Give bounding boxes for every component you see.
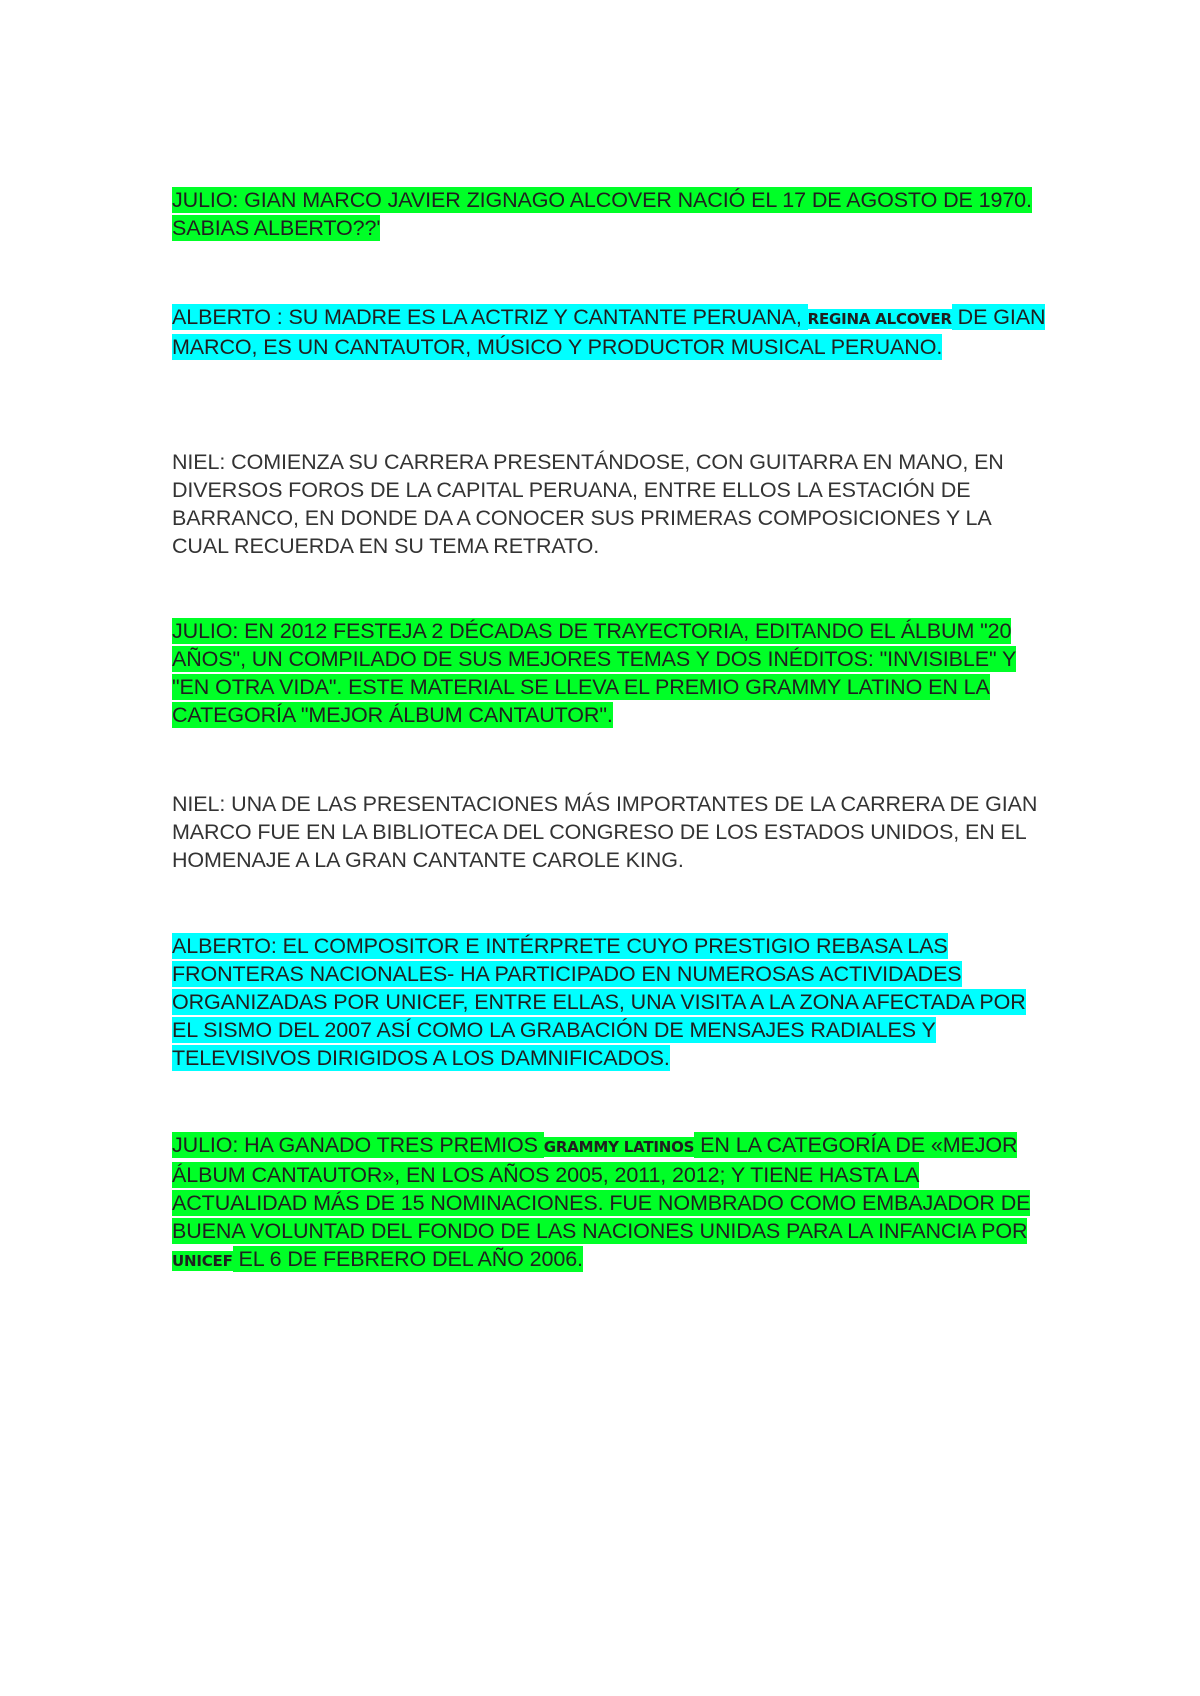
paragraph-text: NIEL: COMIENZA SU CARRERA PRESENTÁNDOSE, CON GUITARRA EN MANO, EN DIVERSOS FOROS DE LA CAPITAL PERUANA, ENTRE ELLOS LA ESTACIÓN DE BARRANCO, EN DONDE DA A CONOCER SUS PRIMERAS COMPOSICIONES Y LA CUAL RECUERDA EN SU TEMA RETRATO. xyxy=(172,450,1004,558)
inline-name-regina-alcover: REGINA ALCOVER xyxy=(807,310,952,328)
inline-name-unicef: UNICEF xyxy=(172,1252,233,1270)
paragraph-text-continued: EN LA CATEGORÍA DE «MEJOR ÁLBUM CANTAUTOR», EN LOS AÑOS 2005, 2011, 2012; Y TIENE HASTA LA ACTUALIDAD MÁS DE 15 NOMINACIONES. FUE NOMBRADO COMO EMBAJADOR DE BUENA VOLUNTAD DEL FONDO DE LAS NACIONES UNIDAS PARA LA INFANCIA POR xyxy=(172,1133,1031,1243)
paragraph-text: NIEL: UNA DE LAS PRESENTACIONES MÁS IMPORTANTES DE LA CARRERA DE GIAN MARCO FUE EN LA BIBLIOTECA DEL CONGRESO DE LOS ESTADOS UNIDOS, EN EL HOMENAJE A LA GRAN CANTANTE CAROLE KING. xyxy=(172,792,1038,872)
paragraph-text-continued: DE GIAN MARCO, ES UN CANTAUTOR, MÚSICO Y PRODUCTOR MUSICAL PERUANO. xyxy=(172,305,1046,359)
dialogue-paragraph-julio-3 xyxy=(172,1131,1050,1275)
dialogue-paragraph-alberto-2 xyxy=(172,932,1050,1072)
paragraph-text: ALBERTO: EL COMPOSITOR E INTÉRPRETE CUYO PRESTIGIO REBASA LAS FRONTERAS NACIONALES- HA PARTICIPADO EN NUMEROSAS ACTIVIDADES ORGANIZADAS POR UNICEF, ENTRE ELLAS, UNA VISITA A LA ZONA AFECTADA POR EL SISMO DEL 2007 ASÍ COMO LA GRABACIÓN DE MENSAJES RADIALES Y TELEVISIVOS DIRIGIDOS A LOS DAMNIFICADOS. xyxy=(172,934,1026,1070)
inline-name-grammy-latinos: GRAMMY LATINOS xyxy=(543,1138,695,1156)
dialogue-paragraph-julio-2 xyxy=(172,617,1050,729)
dialogue-paragraph-julio-1 xyxy=(172,186,1050,242)
paragraph-text: JULIO: EN 2012 FESTEJA 2 DÉCADAS DE TRAYECTORIA, EDITANDO EL ÁLBUM "20 AÑOS", UN COMPILADO DE SUS MEJORES TEMAS Y DOS INÉDITOS: "INVISIBLE" Y "EN OTRA VIDA". ESTE MATERIAL SE LLEVA EL PREMIO GRAMMY LATINO EN LA CATEGORÍA "MEJOR ÁLBUM CANTAUTOR". xyxy=(172,619,1017,727)
paragraph-text: JULIO: GIAN MARCO JAVIER ZIGNAGO ALCOVER NACIÓ EL 17 DE AGOSTO DE 1970. SABIAS ALBERTO??' xyxy=(172,188,1032,240)
paragraph-text-end: EL 6 DE FEBRERO DEL AÑO 2006. xyxy=(232,1247,583,1271)
dialogue-paragraph-niel-1 xyxy=(172,448,1050,560)
paragraph-text: ALBERTO : SU MADRE ES LA ACTRIZ Y CANTANTE PERUANA, xyxy=(172,305,808,329)
dialogue-paragraph-alberto-1 xyxy=(172,303,1050,361)
paragraph-text: JULIO: HA GANADO TRES PREMIOS xyxy=(172,1133,544,1157)
dialogue-paragraph-niel-2 xyxy=(172,790,1050,874)
